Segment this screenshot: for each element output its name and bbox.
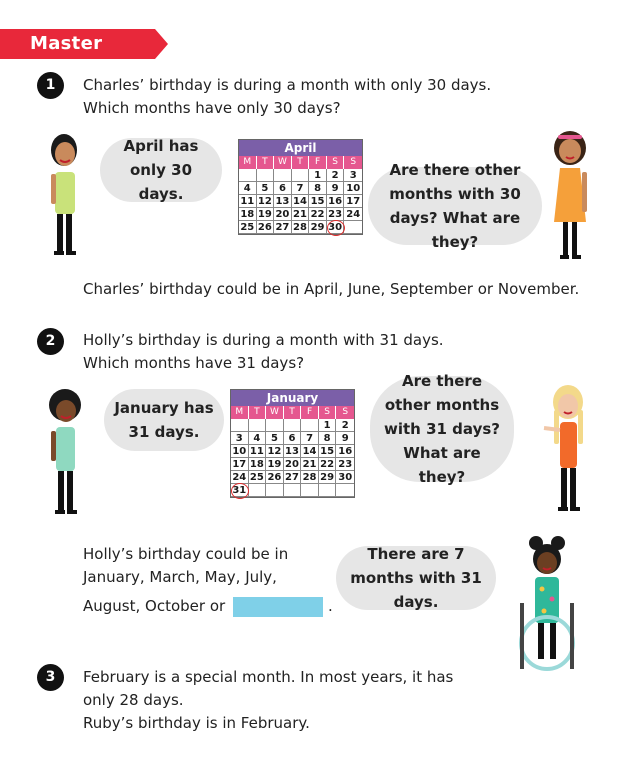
calendar-day-cell: 14 bbox=[292, 195, 310, 208]
question-1-line-1: Charles’ birthday is during a month with only 30 days. bbox=[83, 76, 492, 94]
weekday-label: T bbox=[257, 156, 275, 169]
calendar-day-cell: 20 bbox=[274, 208, 292, 221]
calendar-day-cell: 1 bbox=[309, 169, 327, 182]
calendar-day-cell: 19 bbox=[257, 208, 275, 221]
question-3-text bbox=[83, 666, 453, 735]
calendar-day-cell: 2 bbox=[327, 169, 345, 182]
calendar-day-cell: 13 bbox=[274, 195, 292, 208]
speech-bubble-april-text: April has only 30 days. bbox=[123, 137, 199, 203]
calendar-day-cell: 31 bbox=[231, 484, 249, 497]
weekday-label: T bbox=[249, 406, 267, 419]
weekday-label: S bbox=[319, 406, 337, 419]
speech-bubble-seven-months-text: There are 7 months with 31 days. bbox=[350, 545, 482, 611]
calendar-day-cell: 12 bbox=[257, 195, 275, 208]
calendar-day-cell: 4 bbox=[249, 432, 267, 445]
question-1-line-2: Which months have only 30 days? bbox=[83, 99, 341, 117]
calendar-day-cell bbox=[274, 169, 292, 182]
calendar-day-cell bbox=[284, 484, 302, 497]
calendar-day-cell: 21 bbox=[292, 208, 310, 221]
calendar-day-cell: 15 bbox=[309, 195, 327, 208]
weekday-label: S bbox=[327, 156, 345, 169]
answer-2-line-2: January, March, May, July, bbox=[83, 568, 277, 586]
question-number-2: 2 bbox=[37, 328, 64, 355]
calendar-day-cell: 29 bbox=[309, 221, 327, 234]
calendar-january bbox=[230, 389, 355, 498]
calendar-day-cell: 17 bbox=[346, 196, 361, 207]
calendar-day-cell: 18 bbox=[249, 458, 267, 471]
calendar-grid bbox=[239, 169, 362, 234]
calendar-day-cell bbox=[301, 484, 319, 497]
calendar-day-cell: 5 bbox=[257, 182, 275, 195]
weekday-label: T bbox=[292, 156, 310, 169]
weekday-label: M bbox=[239, 156, 257, 169]
calendar-day-cell: 12 bbox=[266, 445, 284, 458]
calendar-day-cell: 7 bbox=[301, 432, 319, 445]
calendar-day-cell bbox=[249, 484, 267, 497]
weekday-label: M bbox=[231, 406, 249, 419]
girl-figure bbox=[548, 126, 592, 264]
calendar-day-cell: 25 bbox=[249, 471, 267, 484]
calendar-day-cell bbox=[266, 484, 284, 497]
question-3-line-1: February is a special month. In most years, it has bbox=[83, 668, 454, 686]
calendar-day-cell: 21 bbox=[301, 458, 319, 471]
speech-bubble-other-31 bbox=[370, 372, 514, 486]
weekday-label: W bbox=[266, 406, 284, 419]
calendar-day-cell: 22 bbox=[309, 208, 327, 221]
calendar-day-cell: 16 bbox=[327, 195, 345, 208]
answer-1: Charles’ birthday could be in April, June, September or November. bbox=[83, 280, 580, 298]
calendar-day-cell bbox=[319, 484, 337, 497]
calendar-day-cell: 24 bbox=[231, 471, 249, 484]
calendar-day-cell bbox=[301, 419, 319, 432]
calendar-day-cell: 26 bbox=[257, 221, 275, 234]
calendar-day-cell bbox=[284, 419, 302, 432]
calendar-day-cell: 30 bbox=[338, 472, 353, 483]
weekday-label: T bbox=[284, 406, 302, 419]
question-number-1: 1 bbox=[37, 72, 64, 99]
section-banner bbox=[0, 29, 168, 59]
question-1-text bbox=[83, 74, 491, 120]
girl-in-wheelchair bbox=[514, 533, 580, 675]
speech-bubble-january bbox=[104, 389, 224, 451]
calendar-grid bbox=[231, 419, 354, 497]
calendar-title: April bbox=[239, 140, 362, 156]
calendar-day-cell: 11 bbox=[249, 445, 267, 458]
calendar-day-cell: 4 bbox=[239, 182, 257, 195]
answer-2-line-3: August, October or bbox=[83, 597, 226, 615]
calendar-day-cell: 17 bbox=[231, 458, 249, 471]
calendar-day-cell: 8 bbox=[319, 432, 337, 445]
boy-figure-curly bbox=[44, 385, 86, 525]
calendar-day-cell: 14 bbox=[301, 445, 319, 458]
answer-2-line-1: Holly’s birthday could be in bbox=[83, 545, 289, 563]
weekday-label: F bbox=[309, 156, 327, 169]
calendar-day-cell bbox=[344, 221, 362, 234]
calendar-day-cell: 28 bbox=[301, 471, 319, 484]
answer-2-line-3-row bbox=[83, 595, 333, 618]
calendar-day-cell: 27 bbox=[274, 221, 292, 234]
calendar-day-cell: 18 bbox=[239, 208, 257, 221]
calendar-day-cell: 6 bbox=[274, 182, 292, 195]
calendar-day-cell: 19 bbox=[266, 458, 284, 471]
answer-blank-box[interactable] bbox=[233, 597, 323, 617]
calendar-day-cell: 6 bbox=[284, 432, 302, 445]
calendar-day-cell: 10 bbox=[231, 445, 249, 458]
calendar-day-cell: 22 bbox=[319, 458, 337, 471]
calendar-day-cell: 5 bbox=[266, 432, 284, 445]
question-2-line-1: Holly’s birthday is during a month with 31 days. bbox=[83, 331, 444, 349]
question-3-line-2: only 28 days. bbox=[83, 691, 184, 709]
speech-bubble-other-30 bbox=[368, 161, 542, 251]
speech-bubble-april bbox=[100, 138, 222, 202]
weekday-label: S bbox=[342, 407, 349, 417]
speech-bubble-january-text: January has 31 days. bbox=[114, 399, 214, 441]
calendar-april bbox=[238, 139, 363, 235]
calendar-day-cell: 9 bbox=[336, 432, 354, 445]
calendar-day-cell: 23 bbox=[327, 208, 345, 221]
calendar-title: January bbox=[231, 390, 354, 406]
calendar-day-cell: 7 bbox=[292, 182, 310, 195]
calendar-day-cell: 27 bbox=[284, 471, 302, 484]
question-number-3: 3 bbox=[37, 664, 64, 691]
calendar-day-cell: 25 bbox=[239, 221, 257, 234]
calendar-day-cell: 23 bbox=[338, 459, 353, 470]
banner-title: Master bbox=[30, 33, 103, 54]
calendar-day-cell: 30 bbox=[327, 221, 345, 234]
calendar-day-cell bbox=[266, 419, 284, 432]
speech-bubble-seven-months bbox=[336, 546, 496, 610]
calendar-day-cell bbox=[292, 169, 310, 182]
calendar-day-cell: 13 bbox=[284, 445, 302, 458]
calendar-day-cell: 11 bbox=[239, 195, 257, 208]
speech-bubble-other-30-text: Are there other months with 30 days? What are they? bbox=[389, 161, 521, 251]
calendar-day-cell: 28 bbox=[292, 221, 310, 234]
girl-figure-blonde bbox=[540, 380, 592, 520]
weekday-label: W bbox=[274, 156, 292, 169]
answer-2-end: . bbox=[327, 597, 333, 615]
calendar-day-cell bbox=[231, 419, 249, 432]
calendar-day-cell: 16 bbox=[338, 446, 353, 457]
calendar-day-cell: 8 bbox=[309, 182, 327, 195]
calendar-day-cell: 29 bbox=[319, 471, 337, 484]
calendar-day-cell: 20 bbox=[284, 458, 302, 471]
calendar-day-cell: 10 bbox=[346, 183, 361, 194]
calendar-day-cell: 3 bbox=[344, 169, 362, 182]
calendar-day-cell bbox=[249, 419, 267, 432]
calendar-day-cell: 3 bbox=[231, 432, 249, 445]
question-2-line-2: Which months have 31 days? bbox=[83, 354, 305, 372]
question-3-line-3: Ruby’s birthday is in February. bbox=[83, 714, 310, 732]
calendar-day-cell: 9 bbox=[327, 182, 345, 195]
speech-bubble-other-31-text: Are there other months with 31 days? What are they? bbox=[384, 372, 500, 486]
calendar-day-cell: 24 bbox=[346, 209, 361, 220]
weekday-label: S bbox=[350, 157, 357, 167]
calendar-day-cell bbox=[336, 484, 354, 497]
calendar-weekday-header bbox=[239, 156, 362, 169]
weekday-label: F bbox=[301, 406, 319, 419]
answer-2 bbox=[83, 543, 333, 618]
calendar-day-cell: 15 bbox=[319, 445, 337, 458]
boy-figure bbox=[44, 128, 84, 263]
calendar-day-cell: 26 bbox=[266, 471, 284, 484]
calendar-day-cell: 2 bbox=[336, 419, 354, 432]
calendar-day-cell: 1 bbox=[319, 419, 337, 432]
calendar-day-cell bbox=[239, 169, 257, 182]
calendar-day-cell bbox=[257, 169, 275, 182]
calendar-weekday-header bbox=[231, 406, 354, 419]
